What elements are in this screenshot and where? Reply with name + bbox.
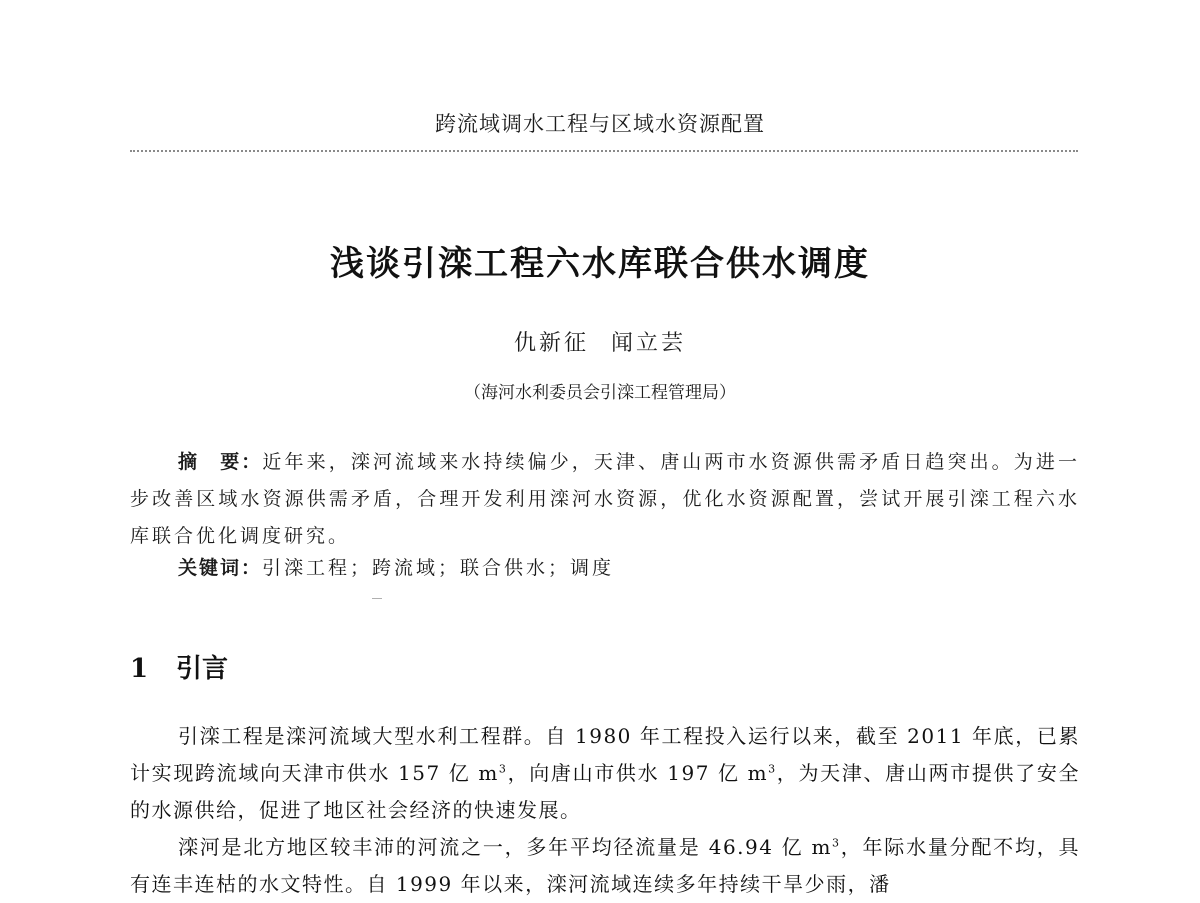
section-number: 1 bbox=[130, 654, 149, 684]
paragraph bbox=[130, 718, 1080, 829]
paragraph-text: 滦河是北方地区较丰沛的河流之一，多年平均径流量是 46.94 亿 m bbox=[178, 835, 832, 859]
keywords-text: 引滦工程；跨流域；联合供水；调度 bbox=[262, 557, 615, 579]
abstract-label: 摘 要： bbox=[178, 451, 263, 473]
superscript: 3 bbox=[768, 762, 777, 776]
header-rule bbox=[130, 150, 1078, 152]
superscript: 3 bbox=[498, 762, 508, 776]
paragraph bbox=[130, 829, 1080, 903]
keywords bbox=[178, 553, 1078, 580]
keywords-label: 关键词： bbox=[178, 557, 263, 579]
abstract bbox=[130, 444, 1080, 555]
section-heading bbox=[130, 648, 228, 685]
scan-mark bbox=[372, 598, 382, 599]
section-title: 引言 bbox=[176, 654, 229, 684]
authors bbox=[0, 326, 1200, 357]
author-1: 仇新征 bbox=[513, 331, 589, 356]
author-2: 闻立芸 bbox=[611, 331, 687, 356]
article-title: 浅谈引滦工程六水库联合供水调度 bbox=[330, 244, 870, 284]
paragraph-text: 引滦工程是滦河流域大型水利工程群。自 1980 年工程投入运行以来，截至 2011 年底，已累计实现跨流域向天津市供水 157 亿 m bbox=[130, 724, 1080, 785]
section-body bbox=[130, 718, 1080, 903]
running-header: 跨流域调水工程与区域水资源配置 bbox=[435, 112, 765, 136]
paragraph-text: ，向唐山市供水 197 亿 m bbox=[507, 761, 769, 785]
paragraph-text: ，为天津、唐山两市提供了安全的水源供给，促进了地区社会经济的快速发展。 bbox=[130, 761, 1080, 822]
superscript: 3 bbox=[831, 836, 841, 850]
affiliation: （海河水利委员会引滦工程管理局） bbox=[464, 383, 736, 403]
paragraph-text: ，年际水量分配不均，具有连丰连枯的水文特性。自 1999 年以来，滦河流域连续多年持续干旱少雨，潘 bbox=[130, 835, 1081, 896]
abstract-text: 近年来，滦河流域来水持续偏少，天津、唐山两市水资源供需矛盾日趋突出。为进一步改善区域水资源供需矛盾，合理开发利用滦河水资源，优化水资源配置，尝试开展引滦工程六水库联合优化调度研究。 bbox=[130, 451, 1080, 547]
